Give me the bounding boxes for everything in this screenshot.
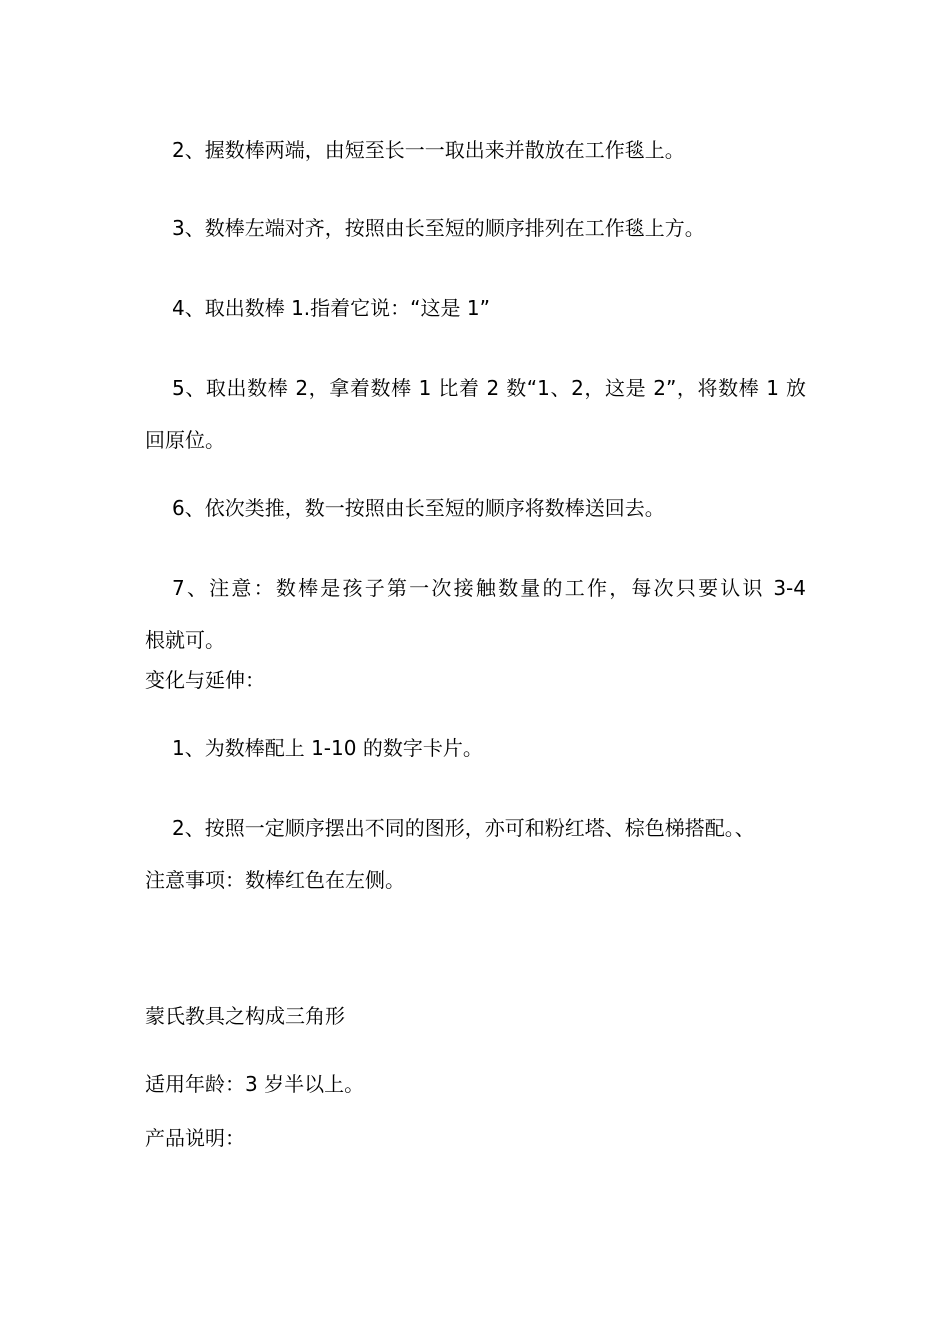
- step-7-line-2: 根就可。: [145, 628, 225, 652]
- variations-heading: 变化与延伸：: [145, 668, 265, 692]
- step-7-line-1: 7、注意：数棒是孩子第一次接触数量的工作，每次只要认识 3-4: [172, 576, 806, 600]
- variation-item-2: 2、按照一定顺序摆出不同的图形，亦可和粉红塔、棕色梯搭配。、: [172, 816, 755, 840]
- section-title: 蒙氏教具之构成三角形: [145, 1004, 345, 1028]
- step-4: 4、取出数棒 1.指着它说：“这是 1”: [172, 296, 490, 320]
- step-6: 6、依次类推，数一按照由长至短的顺序将数棒送回去。: [172, 496, 665, 520]
- age-range: 适用年龄：3 岁半以上。: [145, 1072, 365, 1096]
- step-2: 2、握数棒两端，由短至长一一取出来并散放在工作毯上。: [172, 138, 685, 162]
- attention-note: 注意事项：数棒红色在左侧。: [145, 868, 405, 892]
- product-description-label: 产品说明：: [145, 1126, 245, 1150]
- variation-item-1: 1、为数棒配上 1-10 的数字卡片。: [172, 736, 483, 760]
- step-5-line-2: 回原位。: [145, 428, 225, 452]
- step-3: 3、数棒左端对齐，按照由长至短的顺序排列在工作毯上方。: [172, 216, 705, 240]
- step-5-line-1: 5、取出数棒 2，拿着数棒 1 比着 2 数“1、2，这是 2”，将数棒 1 放: [172, 376, 806, 400]
